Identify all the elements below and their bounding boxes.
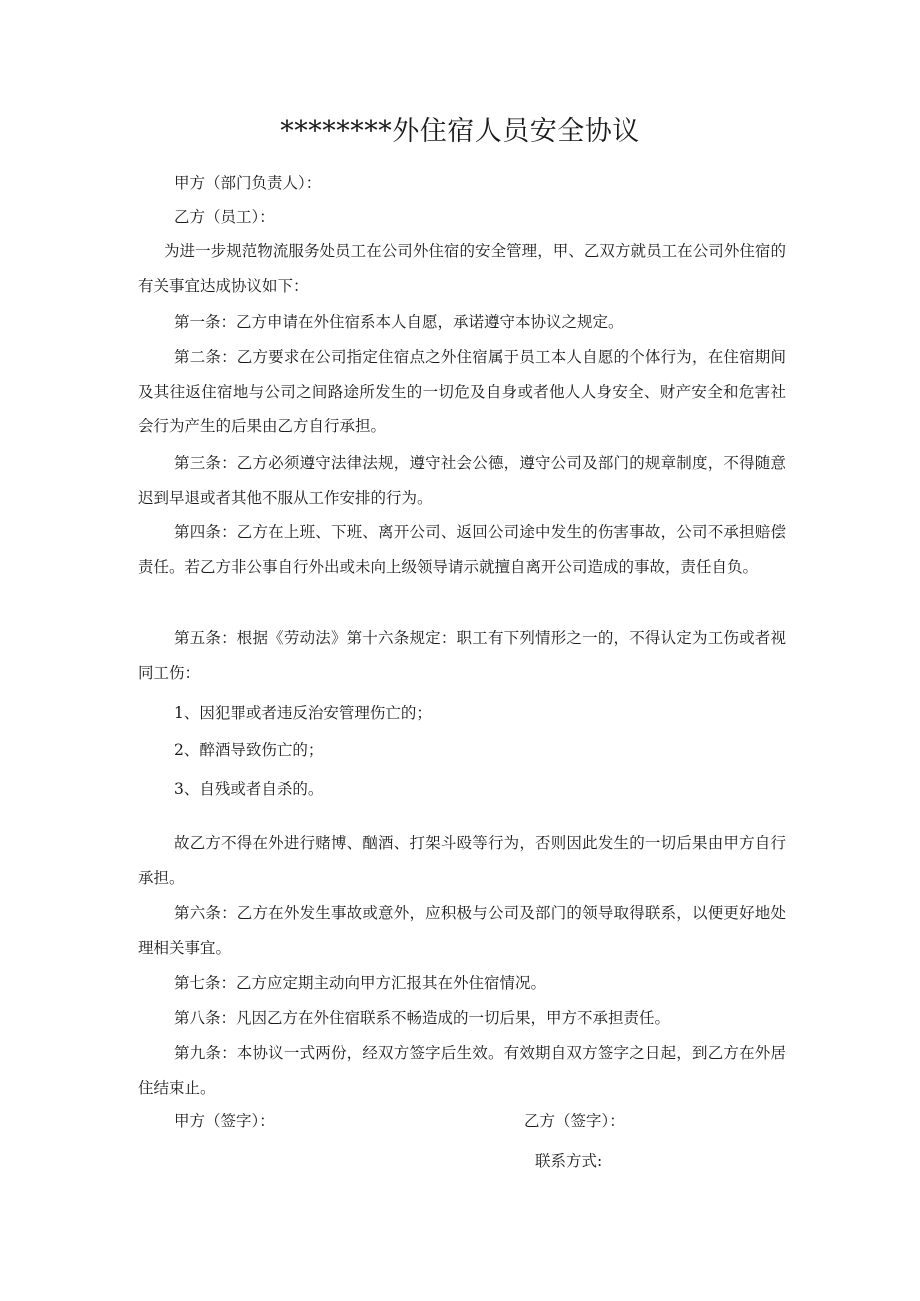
article-5-item-1: 1、因犯罪或者违反治安管理伤亡的； bbox=[174, 704, 432, 722]
article-2: 第二条：乙方要求在公司指定住宿点之外住宿属于员工本人自愿的个体行为，在住宿期间及其往返住宿地与公司之间路途所发生的一切危及自身或者他人人身安全、财产安全和危害社会行为产生的后果由乙方自行承担。 bbox=[138, 348, 786, 435]
party-b-line: 乙方（员工）： bbox=[174, 208, 275, 226]
article-5-item-3: 3、自残或者自杀的。 bbox=[174, 780, 324, 798]
article-8: 第八条：凡因乙方在外住宿联系不畅造成的一切后果，甲方不承担责任。 bbox=[174, 1009, 671, 1027]
article-9: 第九条：本协议一式两份，经双方签字后生效。有效期自双方签字之日起，到乙方在外居住结束止。 bbox=[138, 1044, 786, 1097]
article-5-item-2: 2、醉酒导致伤亡的； bbox=[174, 741, 324, 759]
article-1: 第一条：乙方申请在外住宿系本人自愿，承诺遵守本协议之规定。 bbox=[174, 313, 624, 331]
article-5: 第五条：根据《劳动法》第十六条规定：职工有下列情形之一的，不得认定为工伤或者视同工伤： bbox=[138, 629, 786, 682]
article-6: 第六条：乙方在外发生事故或意外，应积极与公司及部门的领导取得联系，以便更好地处理相关事宜。 bbox=[138, 904, 786, 957]
party-a-signature: 甲方（签字）： bbox=[174, 1112, 275, 1130]
intro-paragraph: 为进一步规范物流服务处员工在公司外住宿的安全管理，甲、乙双方就员工在公司外住宿的有关事宜达成协议如下： bbox=[138, 242, 786, 295]
article-3: 第三条：乙方必须遵守法律法规，遵守社会公德，遵守公司及部门的规章制度，不得随意迟到早退或者其他不服从工作安排的行为。 bbox=[138, 454, 786, 507]
party-b-signature: 乙方（签字）： bbox=[524, 1112, 625, 1130]
party-a-line: 甲方（部门负责人）： bbox=[174, 174, 322, 192]
article-5-conclusion: 故乙方不得在外进行赌博、酗酒、打架斗殴等行为，否则因此发生的一切后果由甲方自行承担。 bbox=[138, 834, 786, 887]
document-title: ********外住宿人员安全协议 bbox=[280, 116, 640, 147]
article-4: 第四条：乙方在上班、下班、离开公司、返回公司途中发生的伤害事故，公司不承担赔偿责任。若乙方非公事自行外出或未向上级领导请示就擅自离开公司造成的事故，责任自负。 bbox=[138, 523, 786, 576]
article-7: 第七条：乙方应定期主动向甲方汇报其在外住宿情况。 bbox=[174, 974, 547, 992]
contact-line: 联系方式: bbox=[535, 1152, 603, 1170]
